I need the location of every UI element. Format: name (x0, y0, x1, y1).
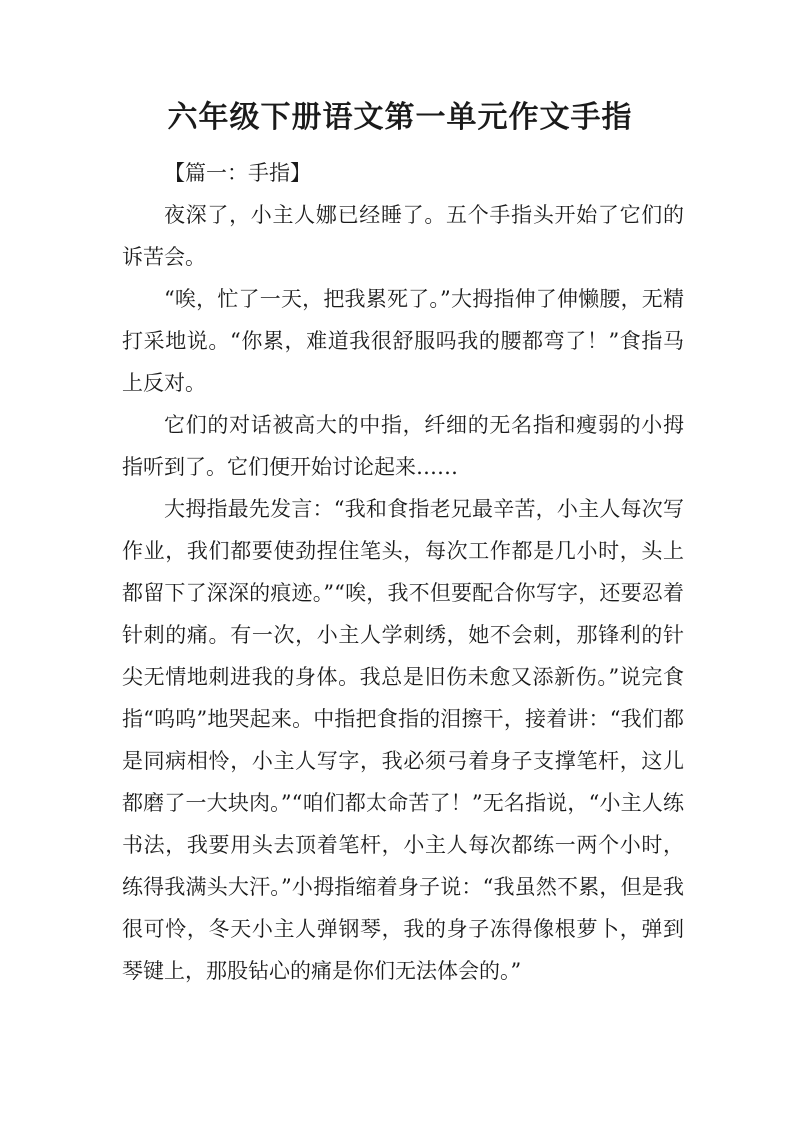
paragraph-4: 大拇指最先发言：“我和食指老兄最辛苦，小主人每次写作业，我们都要使劲捏住笔头，每次工作都是几小时，头上都留下了深深的痕迹。”“唉，我不但要配合你写字，还要忍着针刺的痛。有一次，小主人学刺绣，她不会刺，那锋利的针尖无情地刺进我的身体。我总是旧伤未愈又添新伤。”说完食指“呜呜”地哭起来。中指把食指的泪擦干，接着讲：“我们都是同病相怜，小主人写字，我必须弓着身子支撑笔杆，这儿都磨了一大块肉。”“咱们都太命苦了！”无名指说，“小主人练书法，我要用头去顶着笔杆，小主人每次都练一两个小时，练得我满头大汗。”小拇指缩着身子说：“我虽然不累，但是我很可怜，冬天小主人弹钢琴，我的身子冻得像根萝卜，弹到琴键上，那股钻心的痛是你们无法体会的。” (122, 497, 684, 983)
document-body (122, 152, 684, 992)
paragraph-3: 它们的对话被高大的中指，纤细的无名指和瘦弱的小拇指听到了。它们便开始讨论起来…… (122, 413, 684, 479)
paragraph-1: 夜深了，小主人娜已经睡了。五个手指头开始了它们的诉苦会。 (122, 203, 684, 269)
section-heading: 【篇一：手指】 (164, 161, 311, 185)
paragraph-2: “唉，忙了一天，把我累死了。”大拇指伸了伸懒腰，无精打采地说。“你累，难道我很舒服吗我的腰都弯了！”食指马上反对。 (122, 287, 684, 395)
document-title: 六年级下册语文第一单元作文手指 (167, 100, 633, 135)
